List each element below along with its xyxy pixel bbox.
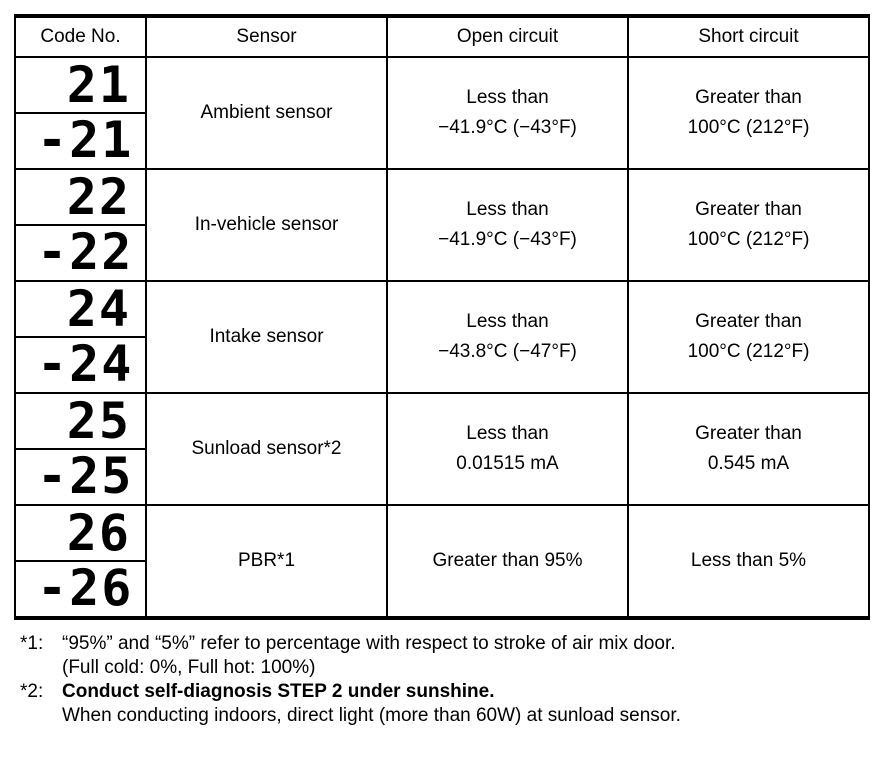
sensor-cell: Ambient sensor xyxy=(146,57,387,169)
table-header-row xyxy=(15,16,869,57)
open-circuit-cell xyxy=(387,393,628,505)
code-cell xyxy=(15,505,146,618)
short-line-2: 100°C (212°F) xyxy=(687,117,810,138)
short-line-1: Greater than xyxy=(695,423,802,444)
code-top: 22 xyxy=(66,168,131,226)
open-circuit-cell xyxy=(387,281,628,393)
short-line-2: 100°C (212°F) xyxy=(687,341,810,362)
open-circuit-cell: Greater than 95% xyxy=(387,505,628,618)
footnote-1-line-2: (Full cold: 0%, Full hot: 100%) xyxy=(62,657,316,678)
code-top: 26 xyxy=(66,504,131,562)
footnotes xyxy=(20,632,880,728)
header-code: Code No. xyxy=(15,16,146,57)
short-line-1: Greater than xyxy=(695,311,802,332)
open-line-2: −43.8°C (−47°F) xyxy=(438,341,577,362)
table-row xyxy=(15,393,869,505)
code-top: 25 xyxy=(66,392,131,450)
sensor-cell: PBR*1 xyxy=(146,505,387,618)
short-circuit-cell xyxy=(628,281,869,393)
code-bottom: -25 xyxy=(37,447,134,505)
short-line-2: 0.545 mA xyxy=(707,453,790,474)
open-circuit-cell xyxy=(387,57,628,169)
footnote-1-text: “95%” and “5%” refer to percentage with respect to stroke of air mix door. xyxy=(62,633,676,654)
open-line-2: 0.01515 mA xyxy=(456,453,559,474)
code-top: 21 xyxy=(66,56,131,114)
header-open-circuit: Open circuit xyxy=(387,16,628,57)
footnote-2-line-2: When conducting indoors, direct light (more than 60W) at sunload sensor. xyxy=(62,705,681,726)
table-row xyxy=(15,281,869,393)
footnote-2 xyxy=(20,680,880,704)
short-circuit-cell xyxy=(628,57,869,169)
header-short-circuit: Short circuit xyxy=(628,16,869,57)
footnote-2-text: Conduct self-diagnosis STEP 2 under sunshine. xyxy=(62,681,495,702)
diagnosis-table xyxy=(14,14,870,620)
code-top: 24 xyxy=(66,280,131,338)
code-bottom: -24 xyxy=(37,335,134,393)
footnote-2-mark: *2: xyxy=(20,681,44,702)
code-bottom: -21 xyxy=(37,111,134,169)
short-line-1: Greater than xyxy=(695,87,802,108)
open-line-1: Less than xyxy=(466,311,549,332)
open-line-1: Less than xyxy=(466,423,549,444)
short-circuit-cell xyxy=(628,169,869,281)
table-row xyxy=(15,169,869,281)
open-line-2: −41.9°C (−43°F) xyxy=(438,229,577,250)
open-line-1: Less than xyxy=(466,87,549,108)
sensor-cell: Intake sensor xyxy=(146,281,387,393)
open-circuit-cell xyxy=(387,169,628,281)
header-sensor: Sensor xyxy=(146,16,387,57)
sensor-cell: Sunload sensor*2 xyxy=(146,393,387,505)
code-bottom: -22 xyxy=(37,223,134,281)
open-line-2: −41.9°C (−43°F) xyxy=(438,117,577,138)
sensor-cell: In-vehicle sensor xyxy=(146,169,387,281)
short-circuit-cell xyxy=(628,393,869,505)
code-cell xyxy=(15,57,146,169)
short-circuit-cell: Less than 5% xyxy=(628,505,869,618)
footnote-1 xyxy=(20,632,880,656)
short-line-2: 100°C (212°F) xyxy=(687,229,810,250)
code-bottom: -26 xyxy=(37,559,134,617)
code-cell xyxy=(15,281,146,393)
code-cell xyxy=(15,169,146,281)
table-row xyxy=(15,505,869,618)
code-cell xyxy=(15,393,146,505)
table-row xyxy=(15,57,869,169)
open-line-1: Less than xyxy=(466,199,549,220)
short-line-1: Greater than xyxy=(695,199,802,220)
footnote-1-mark: *1: xyxy=(20,633,44,654)
